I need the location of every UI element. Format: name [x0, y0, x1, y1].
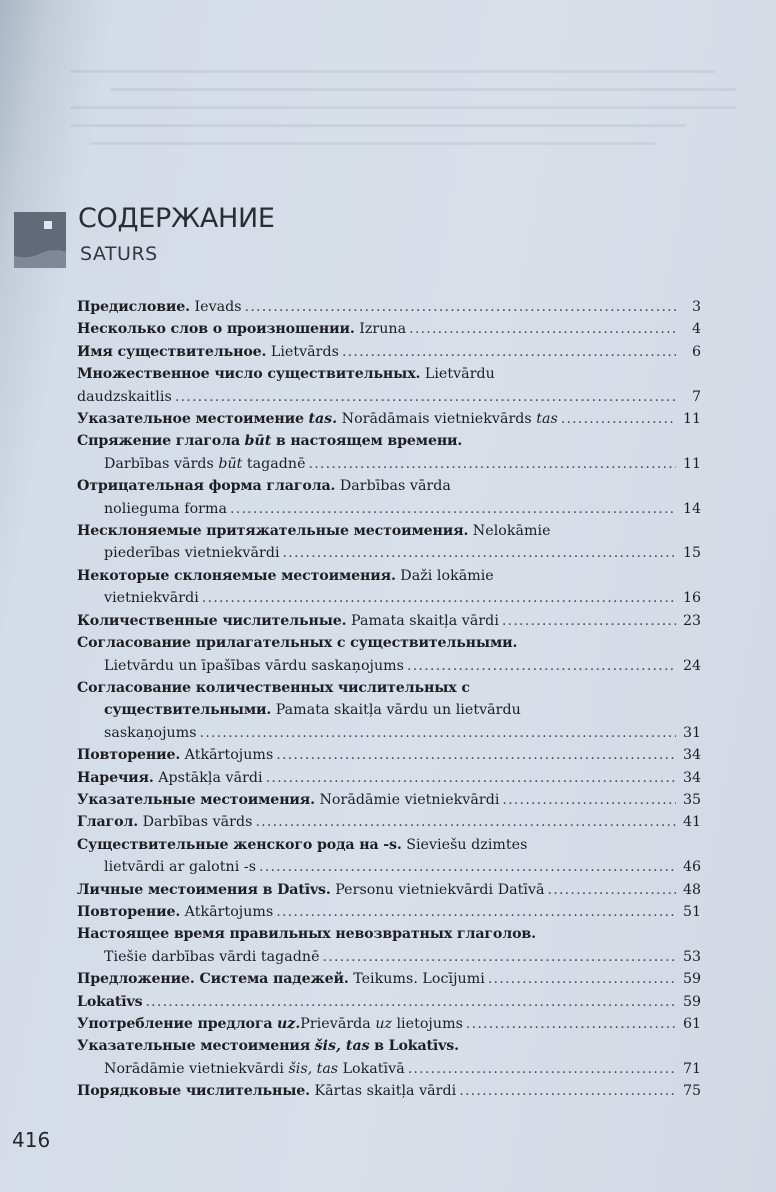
page-ref: 59	[682, 971, 701, 988]
dot-leader	[276, 744, 676, 766]
toc-entry[interactable]: Спряжение глагола būt в настоящем времени. Darbības vārds būt tagadnē ..... 11	[77, 430, 701, 475]
page-ref: 11	[682, 455, 701, 472]
toc-entry[interactable]: Lokatīvs ..... 59	[77, 991, 701, 1013]
dot-leader	[266, 767, 676, 789]
toc-entry[interactable]: Имя существительное. Lietvārds ..... 6	[77, 341, 701, 363]
page-ref: 75	[682, 1083, 701, 1100]
toc-entry[interactable]: Личные местоимения в Datīvs. Personu vietniekvārdi Datīvā ..... 48	[77, 879, 701, 901]
toc-entry[interactable]: Указательное местоимение tas. Norādāmais vietniekvārds tas ..... 11	[77, 408, 701, 430]
toc-entry[interactable]: Согласование прилагательных с существительными. Lietvārdu un īpašības vārdu saskaņojums ..... 24	[77, 632, 701, 677]
dot-leader	[276, 901, 676, 923]
dot-leader	[145, 991, 676, 1013]
toc-entry[interactable]: Множественное число существительных. Lietvārdu daudzskaitlis ..... 7	[77, 363, 701, 408]
bleed-through	[70, 124, 686, 127]
dot-leader	[342, 341, 676, 363]
toc-entry[interactable]: Употребление предлога uz. Prievārda uz lietojums ..... 61	[77, 1013, 701, 1035]
toc-entry[interactable]: Количественные числительные. Pamata skaitļa vārdi ..... 23	[77, 610, 701, 632]
dot-leader	[488, 968, 676, 990]
toc-entry[interactable]: Несколько слов о произношении. Izruna ..... 4	[77, 318, 701, 340]
page-ref: 71	[682, 1060, 701, 1077]
page-ref: 16	[682, 590, 701, 607]
page-ref: 34	[682, 769, 701, 786]
toc-entry[interactable]: Несклоняемые притяжательные местоимения. Nelokāmie piederības vietniekvārdi ..... 15	[77, 520, 701, 565]
bleed-through	[110, 88, 736, 91]
dot-leader	[283, 542, 676, 564]
toc-entry[interactable]: Предисловие. Ievads ..... 3	[77, 296, 701, 318]
page-ref: 24	[682, 657, 701, 674]
toc-entry[interactable]: Настоящее время правильных невозвратных глаголов. Tiešie darbības vārdi tagadnē ..... 53	[77, 923, 701, 968]
page-ref: 11	[682, 411, 701, 428]
page-ref: 41	[682, 814, 701, 831]
dot-leader	[245, 296, 676, 318]
toc-entry[interactable]: Предложение. Система падежей. Teikums. Locījumi ..... 59	[77, 968, 701, 990]
dot-leader	[502, 789, 676, 811]
toc-entry[interactable]: Наречия. Apstākļa vārdi ..... 34	[77, 767, 701, 789]
dot-leader	[466, 1013, 676, 1035]
dot-leader	[200, 722, 676, 744]
page-title: СОДЕРЖАНИЕ	[78, 203, 275, 234]
page-ref: 59	[682, 993, 701, 1010]
dot-leader	[309, 453, 676, 475]
dot-leader	[548, 879, 676, 901]
dot-leader	[409, 318, 676, 340]
page-ref: 3	[691, 299, 701, 315]
dot-leader	[202, 587, 676, 609]
toc-entry[interactable]: Существительные женского рода на -s. Sieviešu dzimtes lietvārdi ar galotni -s ..... 46	[77, 834, 701, 879]
section-badge-icon	[14, 212, 66, 268]
page-ref: 61	[682, 1016, 701, 1032]
dot-leader	[459, 1080, 676, 1102]
dot-leader	[259, 856, 676, 878]
toc-entry[interactable]: Отрицательная форма глагола. Darbības vārda nolieguma forma ..... 14	[77, 475, 701, 520]
dot-leader	[255, 811, 676, 833]
dot-leader	[502, 610, 676, 632]
toc-entry[interactable]: Некоторые склоняемые местоимения. Daži lokāmie vietniekvārdi ..... 16	[77, 565, 701, 610]
dot-leader	[561, 408, 676, 430]
toc-entry[interactable]: Указательные местоимения. Norādāmie vietniekvārdi ..... 35	[77, 789, 701, 811]
page-ref: 15	[682, 545, 701, 562]
dot-leader	[230, 498, 676, 520]
dot-leader	[175, 386, 676, 408]
toc-entry[interactable]: Повторение. Atkārtojums ..... 51	[77, 901, 701, 923]
page-subtitle: SATURS	[80, 243, 158, 265]
page-ref: 51	[682, 903, 701, 920]
toc-entry[interactable]: Указательные местоимения šis, tas в Lokatīvs. Norādāmie vietniekvārdi šis, tas Lokatīvā ..... 71	[77, 1035, 701, 1080]
dot-leader	[323, 946, 676, 968]
page-ref: 34	[682, 747, 701, 764]
page-ref: 48	[682, 881, 701, 898]
page-ref: 6	[691, 343, 701, 360]
toc-entry[interactable]: Повторение. Atkārtojums ..... 34	[77, 744, 701, 766]
page-ref: 53	[682, 948, 701, 965]
page-ref: 7	[691, 388, 701, 405]
page-ref: 46	[682, 859, 701, 876]
toc-entry[interactable]: Порядковые числительные. Kārtas skaitļa vārdi ..... 75	[77, 1080, 701, 1102]
page-ref: 35	[682, 791, 701, 808]
dot-leader	[408, 1058, 676, 1080]
page-number: 416	[12, 1128, 51, 1152]
page-ref: 14	[682, 500, 701, 517]
toc-entry[interactable]: Глагол. Darbības vārds ..... 41	[77, 811, 701, 833]
dot-leader	[407, 655, 676, 677]
bleed-through	[70, 70, 716, 73]
page-ref: 31	[682, 724, 701, 741]
bleed-through	[90, 142, 656, 145]
table-of-contents	[77, 296, 701, 1103]
bleed-through	[70, 106, 736, 109]
page-ref: 23	[682, 612, 701, 629]
page-ref: 4	[691, 321, 701, 338]
toc-entry[interactable]: Согласование количественных числительных с существительными. Pamata skaitļa vārdu un lietvārdu saskaņojums ..... 31	[77, 677, 701, 744]
